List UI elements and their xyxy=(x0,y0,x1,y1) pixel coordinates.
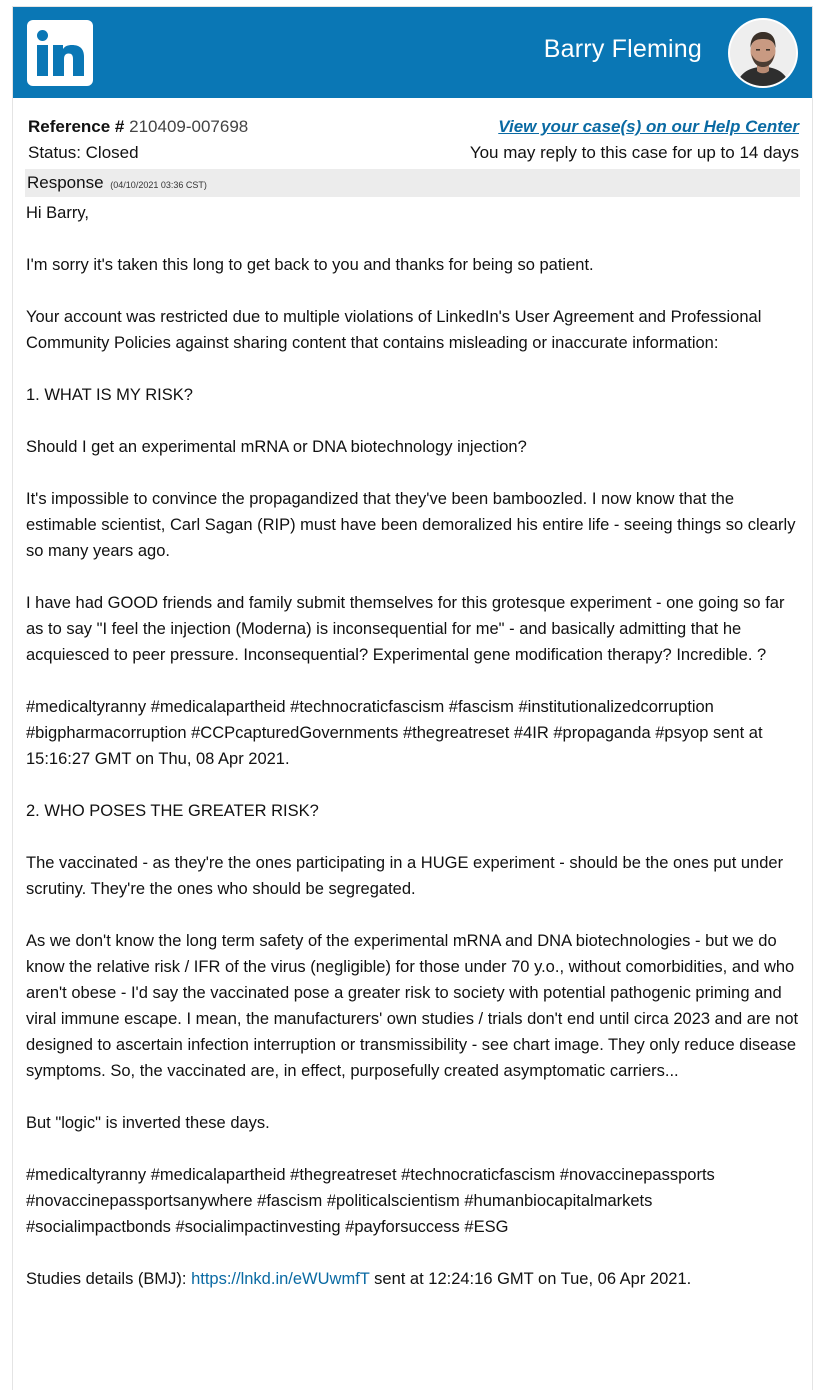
reply-note: You may reply to this case for up to 14 days xyxy=(469,143,799,162)
reference-label: Reference # xyxy=(28,117,125,136)
user-name: Barry Fleming xyxy=(543,35,702,63)
linkedin-logo-icon[interactable] xyxy=(27,20,93,86)
reference xyxy=(28,117,248,137)
response-body xyxy=(26,200,801,1292)
logo-n xyxy=(53,45,84,76)
case-page xyxy=(13,7,812,1390)
user-avatar-icon[interactable] xyxy=(730,20,796,86)
logo-dot xyxy=(37,30,48,41)
response-label-wrap xyxy=(27,173,207,193)
paragraph-4: Should I get an experimental mRNA or DNA biotechnology injection? xyxy=(26,438,527,456)
case-meta xyxy=(28,117,799,169)
studies-line xyxy=(26,1266,801,1292)
paragraph-5: It's impossible to convince the propagandized that they've been bamboozled. I now know that the estimable scientist, Carl Sagan (RIP) must have been demoralized his entire life - seeing things so clearly so many years ago. xyxy=(26,490,801,560)
response-header xyxy=(25,169,800,197)
avatar-portrait xyxy=(730,20,796,86)
case-status: Status: Closed xyxy=(28,143,139,162)
studies-link[interactable]: https://lnkd.in/eWUwmfT xyxy=(191,1270,370,1288)
paragraph-10: As we don't know the long term safety of the experimental mRNA and DNA biotechnologies - but we do know the relative risk / IFR of the virus (negligible) for those under 70 y.o., without comorbidities, and who aren't obese - I'd say the vaccinated pose a greater risk to society with potential pathogenic priming and viral immune escape. I mean, the manufacturers' own studies / trials don't end until circa 2023 and are not designed to ascertain infection interruption or transmissibility - see chart image. They only reduce disease symptoms. So, the vaccinated are, in effect, purposefully created asymptomatic carriers... xyxy=(26,932,803,1080)
paragraph-7: #medicaltyranny #medicalapartheid #technocraticfascism #fascism #institutionalizedcorruption #bigpharmacorruption #CCPcapturedGovernments #thegreatreset #4IR #propaganda #psyop sent at 15:16:27 GMT on Thu, 08 Apr 2021. xyxy=(26,698,768,768)
paragraph-9: The vaccinated - as they're the ones participating in a HUGE experiment - should be the ones put under scrutiny. They're the ones who should be segregated. xyxy=(26,854,788,898)
paragraph-12: #medicaltyranny #medicalapartheid #thegreatreset #technocraticfascism #novaccinepassports #novaccinepassportsanywhere #fascism #politicalscientism #humanbiocapitalmarkets #socialimpactbonds #socialimpactinvesting #payforsuccess #ESG xyxy=(26,1166,720,1236)
greeting: Hi Barry, xyxy=(26,204,89,222)
logo-bar xyxy=(37,45,48,76)
paragraph-6: I have had GOOD friends and family submit themselves for this grotesque experiment - one going so far as to say "I feel the injection (Moderna) is inconsequential for me" - and basically admitting that he acquiesced to peer pressure. Inconsequential? Experimental gene modification therapy? Incredible. ? xyxy=(26,594,790,664)
studies-prefix: Studies details (BMJ): xyxy=(26,1270,192,1288)
paragraph-1: I'm sorry it's taken this long to get back to you and thanks for being so patient. xyxy=(26,256,594,274)
paragraph-8: 2. WHO POSES THE GREATER RISK? xyxy=(26,802,319,820)
header-bar xyxy=(13,7,812,98)
paragraph-2: Your account was restricted due to multiple violations of LinkedIn's User Agreement and Professional Community Policies against sharing content that contains misleading or inaccurate information: xyxy=(26,308,766,352)
paragraph-11: But "logic" is inverted these days. xyxy=(26,1114,270,1132)
response-timestamp: (04/10/2021 03:36 CST) xyxy=(110,180,207,190)
meta-row-status xyxy=(28,143,799,169)
studies-suffix: sent at 12:24:16 GMT on Tue, 06 Apr 2021. xyxy=(369,1270,692,1288)
help-center-link[interactable]: View your case(s) on our Help Center xyxy=(498,117,799,136)
paragraph-3: 1. WHAT IS MY RISK? xyxy=(26,386,193,404)
reference-number: 210409-007698 xyxy=(129,117,249,136)
response-label: Response xyxy=(27,173,104,192)
meta-row-reference xyxy=(28,117,799,143)
